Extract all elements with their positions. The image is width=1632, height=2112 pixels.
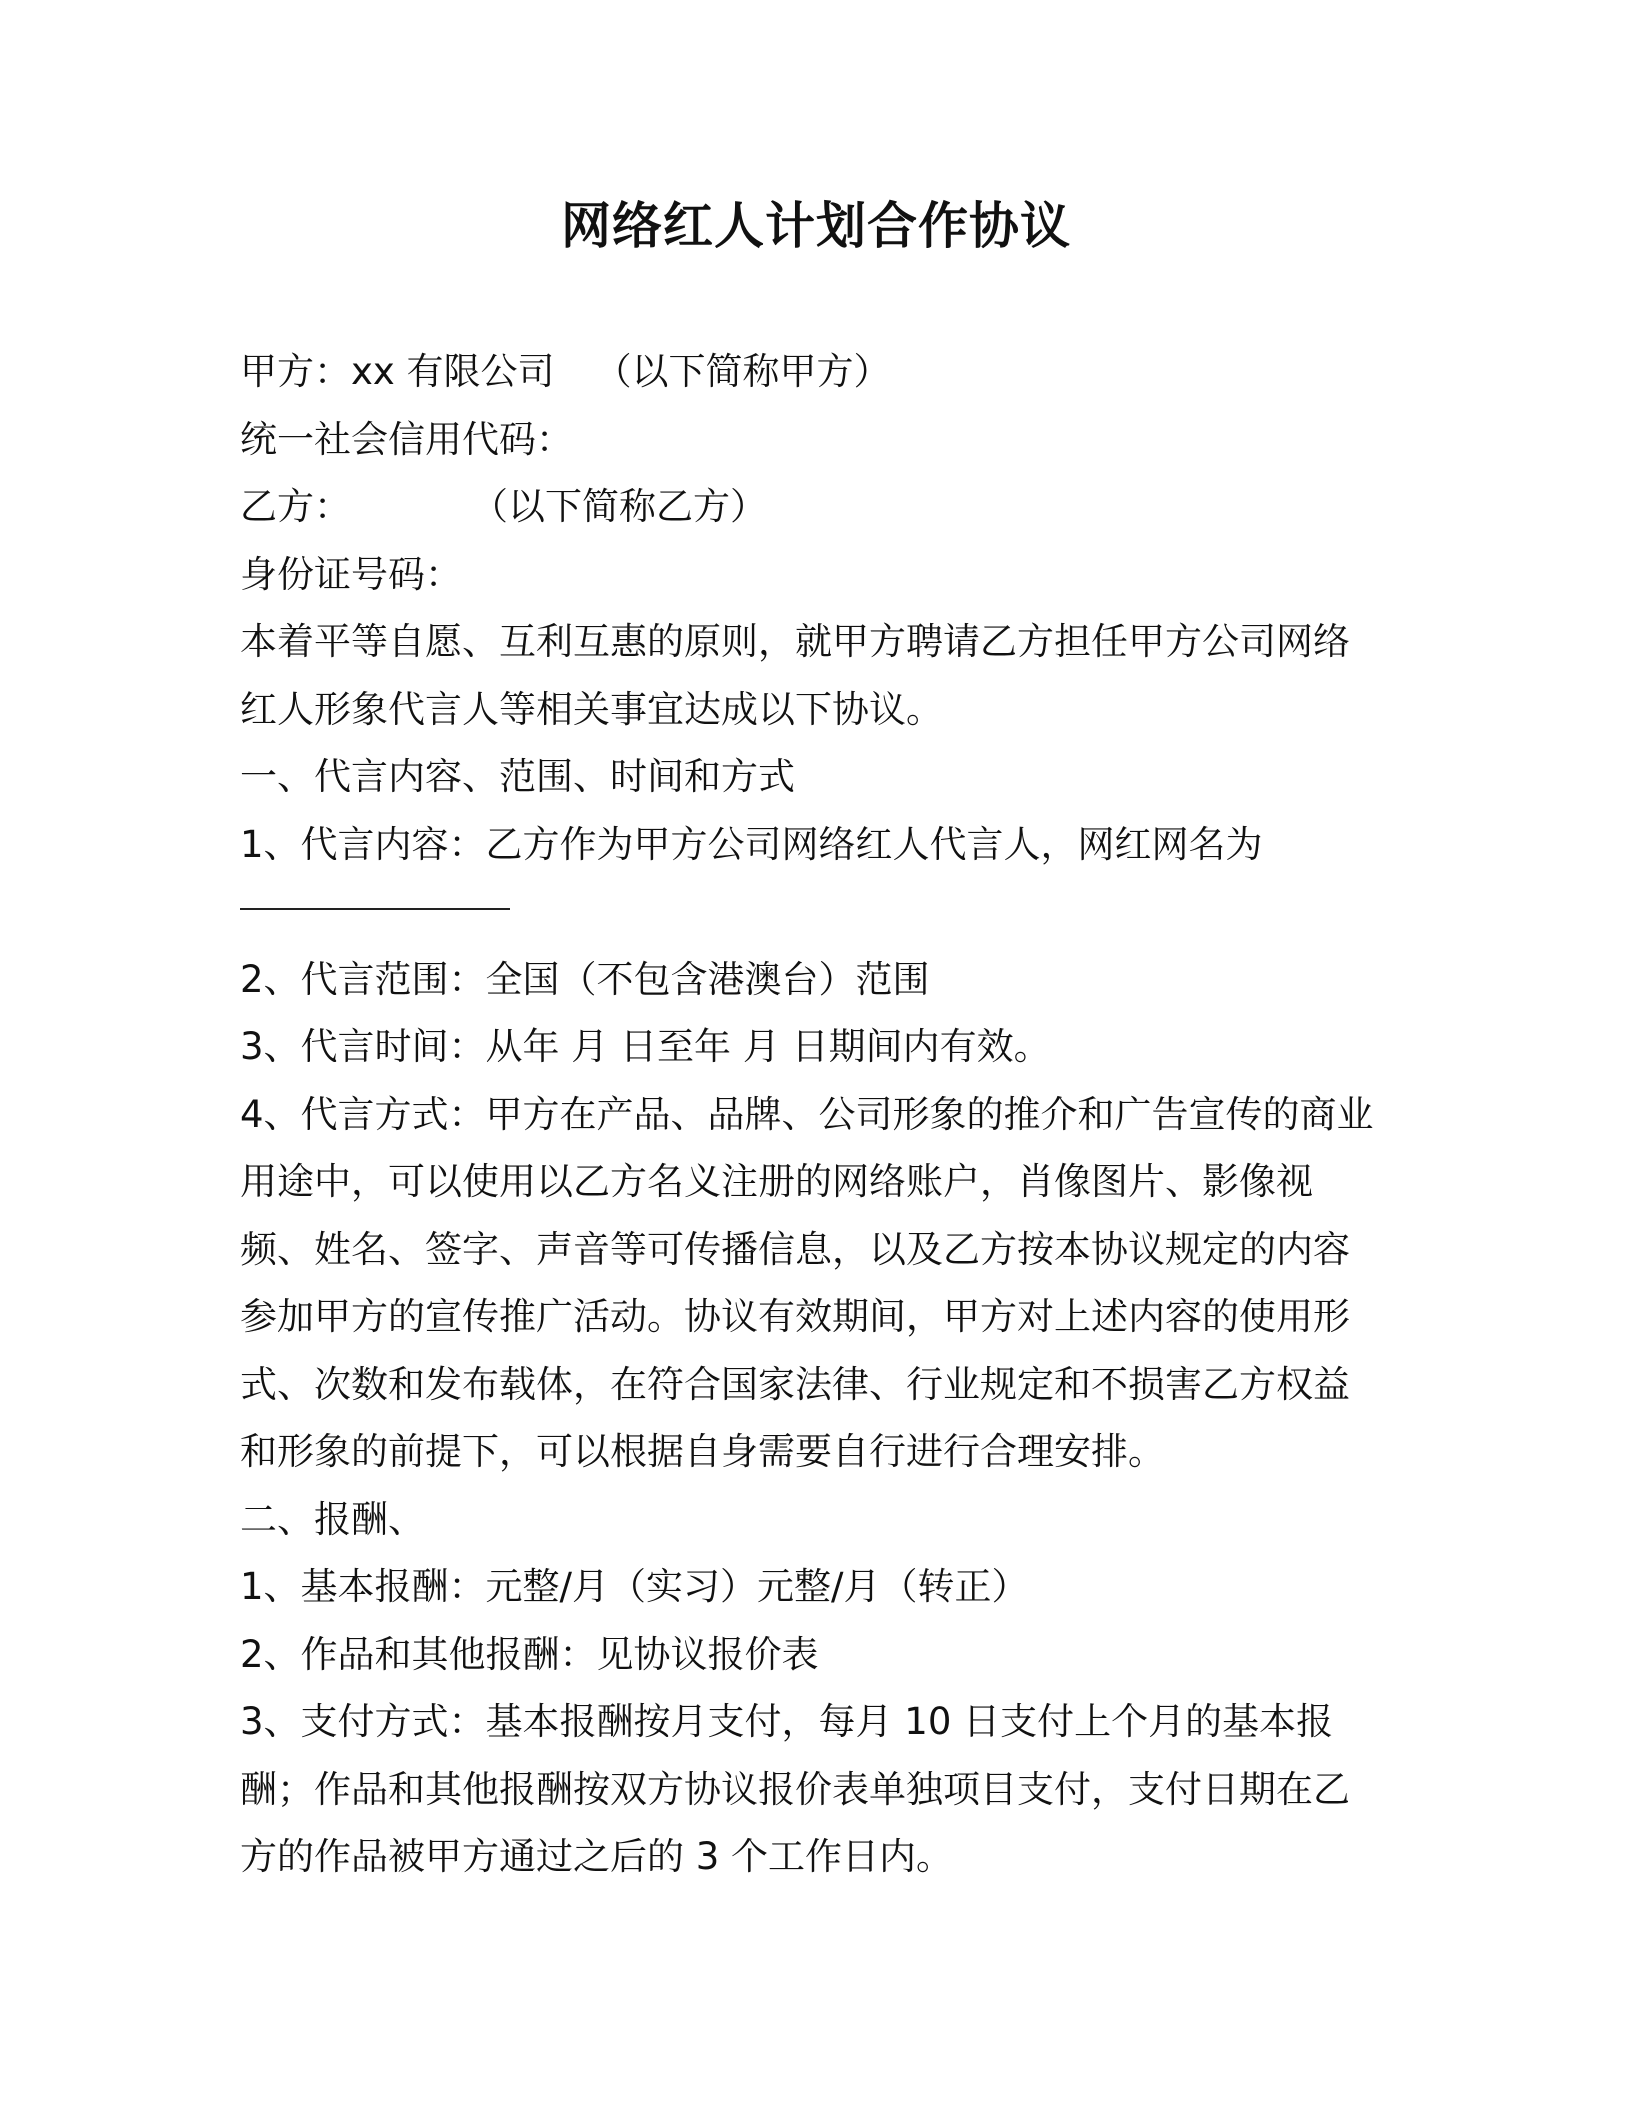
document-body <box>240 338 1410 1891</box>
party-b-note: （以下简称乙方） <box>471 485 767 528</box>
document-title: 网络红人计划合作协议 <box>561 197 1071 255</box>
clause-1-4-line-4: 参加甲方的宣传推广活动。协议有效期间，甲方对上述内容的使用形 <box>240 1295 1350 1338</box>
section-heading-2: 二、报酬、 <box>240 1497 425 1541</box>
party-a-text: 甲方：xx 有限公司 <box>240 350 555 393</box>
clause-1-1: 1、代言内容：乙方作为甲方公司网络红人代言人，网红网名为 <box>240 822 1263 866</box>
party-a-line <box>240 338 1410 406</box>
clause-2-3-line-2: 酬；作品和其他报酬按双方协议报价表单独项目支付，支付日期在乙 <box>240 1767 1350 1811</box>
clause-1-4-line-2: 用途中，可以使用以乙方名义注册的网络账户，肖像图片、影像视 <box>240 1160 1313 1203</box>
clause-1-3: 3、代言时间：从年 月 日至年 月 日期间内有效。 <box>240 1025 1051 1068</box>
clause-1-4-line-1: 4、代言方式：甲方在产品、品牌、公司形象的推介和广告宣传的商业 <box>240 1092 1374 1136</box>
clause-2-3-line-3: 方的作品被甲方通过之后的 3 个工作日内。 <box>240 1835 954 1878</box>
intro-paragraph-line-2: 红人形象代言人等相关事宜达成以下协议。 <box>240 687 943 731</box>
clause-2-2: 2、作品和其他报酬：见协议报价表 <box>240 1632 819 1676</box>
clause-1-4-line-3: 频、姓名、签字、声音等可传播信息，以及乙方按本协议规定的内容 <box>240 1227 1350 1271</box>
clause-2-1: 1、基本报酬：元整/月（实习）元整/月（转正） <box>240 1565 1029 1608</box>
clause-2-3-line-1: 3、支付方式：基本报酬按月支付，每月 10 日支付上个月的基本报 <box>240 1700 1334 1743</box>
clause-1-2: 2、代言范围：全国（不包含港澳台）范围 <box>240 957 930 1001</box>
id-number-line: 身份证号码： <box>240 552 462 596</box>
intro-paragraph-line-1: 本着平等自愿、互利互惠的原则，就甲方聘请乙方担任甲方公司网络 <box>240 620 1350 663</box>
credit-code-line: 统一社会信用代码： <box>240 417 573 461</box>
clause-1-4-line-5: 式、次数和发布载体，在符合国家法律、行业规定和不损害乙方权益 <box>240 1362 1350 1406</box>
party-a-note: （以下简称甲方） <box>594 350 891 393</box>
party-b-line <box>240 473 1410 541</box>
party-b-text: 乙方： <box>240 485 351 528</box>
section-heading-1: 一、代言内容、范围、时间和方式 <box>240 755 795 798</box>
clause-1-4-line-6: 和形象的前提下，可以根据自身需要自行进行合理安排。 <box>240 1430 1165 1473</box>
fill-in-blank-underline <box>240 878 510 910</box>
blank-fill-line <box>240 878 1410 946</box>
